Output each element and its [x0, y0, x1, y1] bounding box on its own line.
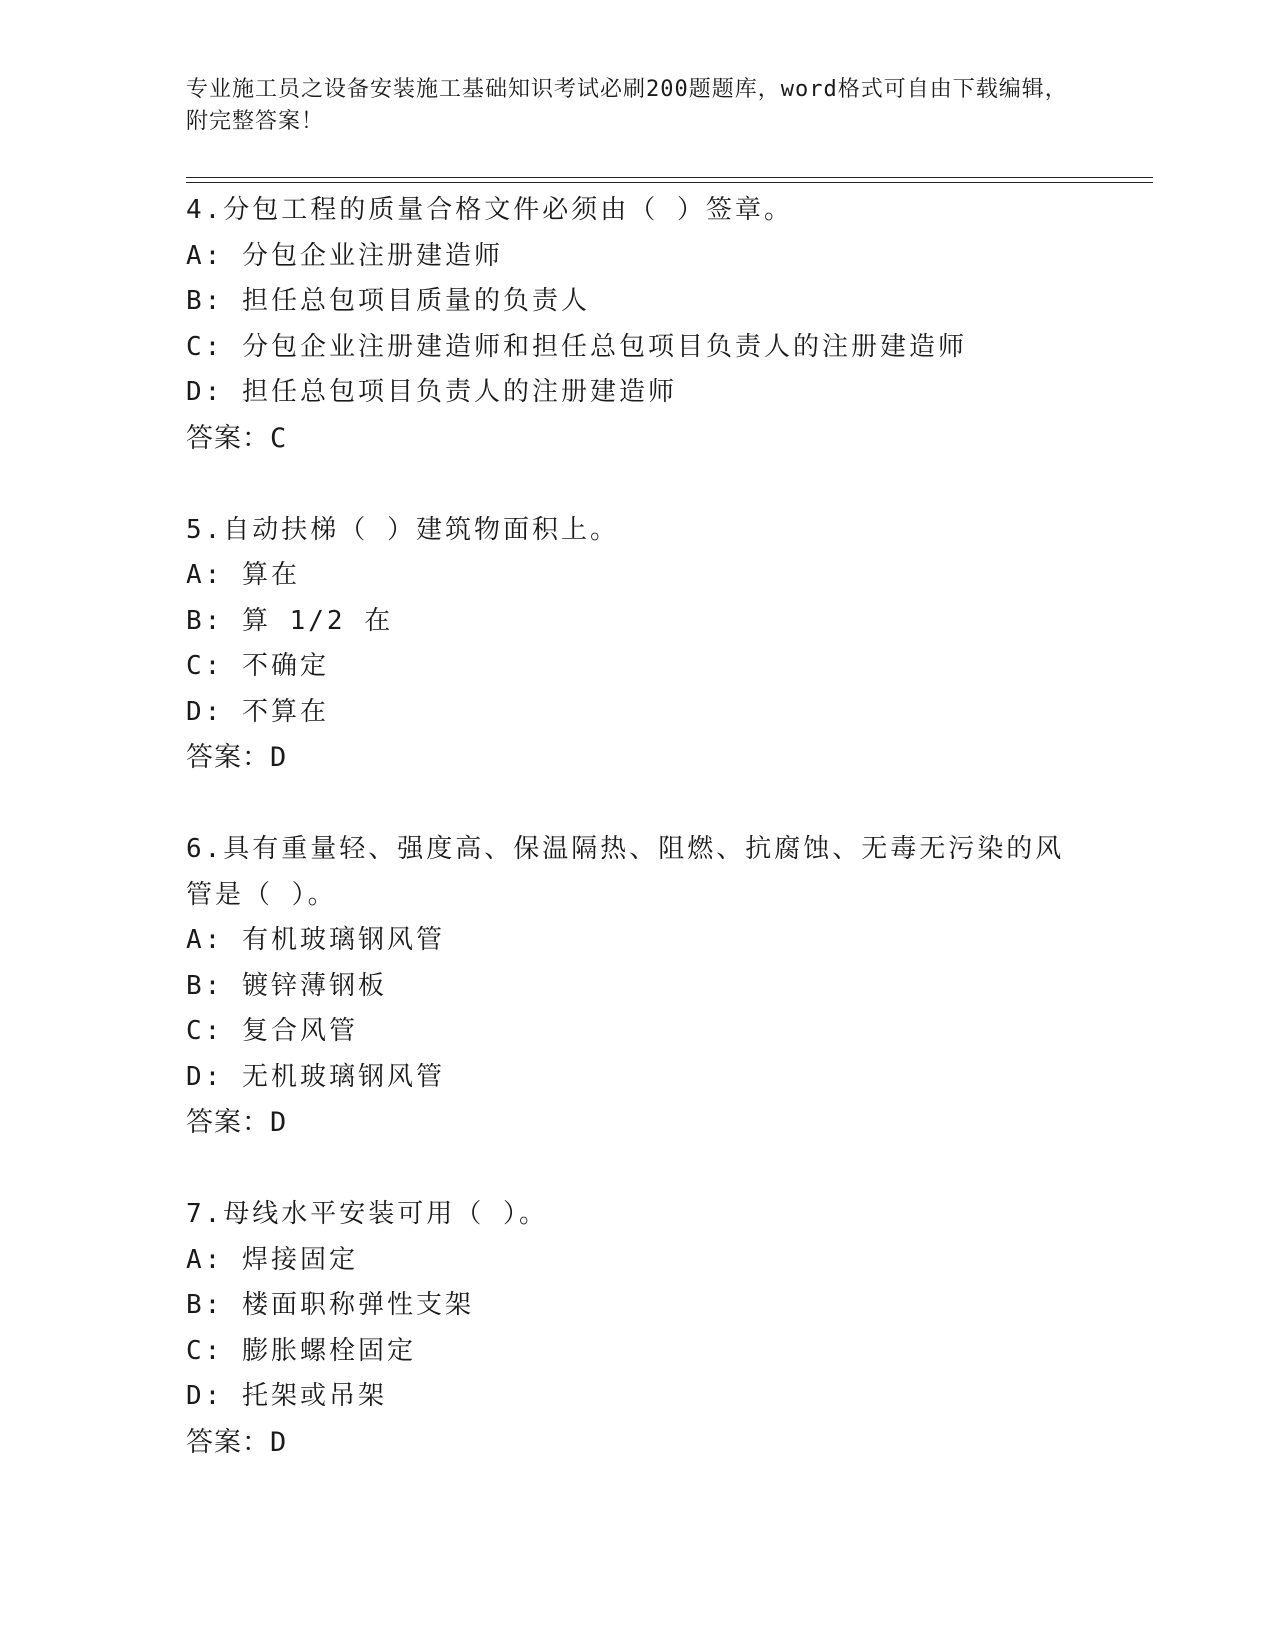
answer-label: 答案：: [186, 1426, 270, 1458]
answer-value: D: [270, 1426, 287, 1458]
answer-label: 答案：: [186, 1107, 270, 1138]
answer-value: D: [270, 1107, 287, 1138]
answer-label: 答案：: [186, 742, 270, 773]
option-c: C: 不确定: [186, 651, 329, 681]
answer-line: [186, 416, 1086, 462]
option-d: D: 无机玻璃钢风管: [186, 1061, 445, 1092]
question-list: [186, 188, 1086, 1512]
answer-line: [186, 735, 1086, 781]
option-d: D: 担任总包项目负责人的注册建造师: [186, 377, 677, 407]
question-stem: 7.母线水平安装可用（ ）。: [186, 1199, 548, 1229]
option-c: C: 膨胀螺栓固定: [186, 1335, 416, 1366]
option-d: D: 托架或吊架: [186, 1381, 387, 1411]
header-divider-top: [186, 177, 1153, 178]
answer-label: 答案：: [186, 422, 270, 454]
option-a: A: 算在: [186, 560, 300, 590]
option-a: A: 焊接固定: [186, 1244, 358, 1275]
header-divider-bottom: [186, 182, 1153, 183]
option-b: B: 担任总包项目质量的负责人: [186, 286, 590, 316]
question-6: [186, 827, 1086, 1146]
answer-line: [186, 1100, 1086, 1146]
question-4: [186, 188, 1086, 462]
option-b: B: 楼面职称弹性支架: [186, 1290, 474, 1320]
document-header: 专业施工员之设备安装施工基础知识考试必刷200题题库，word格式可自由下载编辑，附完整答案！: [186, 77, 1068, 134]
option-a: A: 分包企业注册建造师: [186, 240, 503, 271]
answer-value: C: [270, 422, 287, 454]
option-c: C: 复合风管: [186, 1016, 358, 1046]
option-c: C: 分包企业注册建造师和担任总包项目负责人的注册建造师: [186, 331, 967, 362]
question-7: [186, 1192, 1086, 1466]
answer-value: D: [270, 742, 287, 773]
answer-line: [186, 1420, 1086, 1466]
question-stem: 4.分包工程的质量合格文件必须由（ ）签章。: [186, 195, 793, 225]
option-b: B: 镀锌薄钢板: [186, 970, 387, 1001]
option-d: D: 不算在: [186, 696, 329, 727]
option-b: B: 算 1/2 在: [186, 605, 394, 636]
question-5: [186, 508, 1086, 782]
option-a: A: 有机玻璃钢风管: [186, 925, 445, 955]
question-stem: 6.具有重量轻、强度高、保温隔热、阻燃、抗腐蚀、无毒无污染的风管是（ ）。: [186, 834, 1065, 910]
question-stem: 5.自动扶梯（ ）建筑物面积上。: [186, 514, 619, 545]
